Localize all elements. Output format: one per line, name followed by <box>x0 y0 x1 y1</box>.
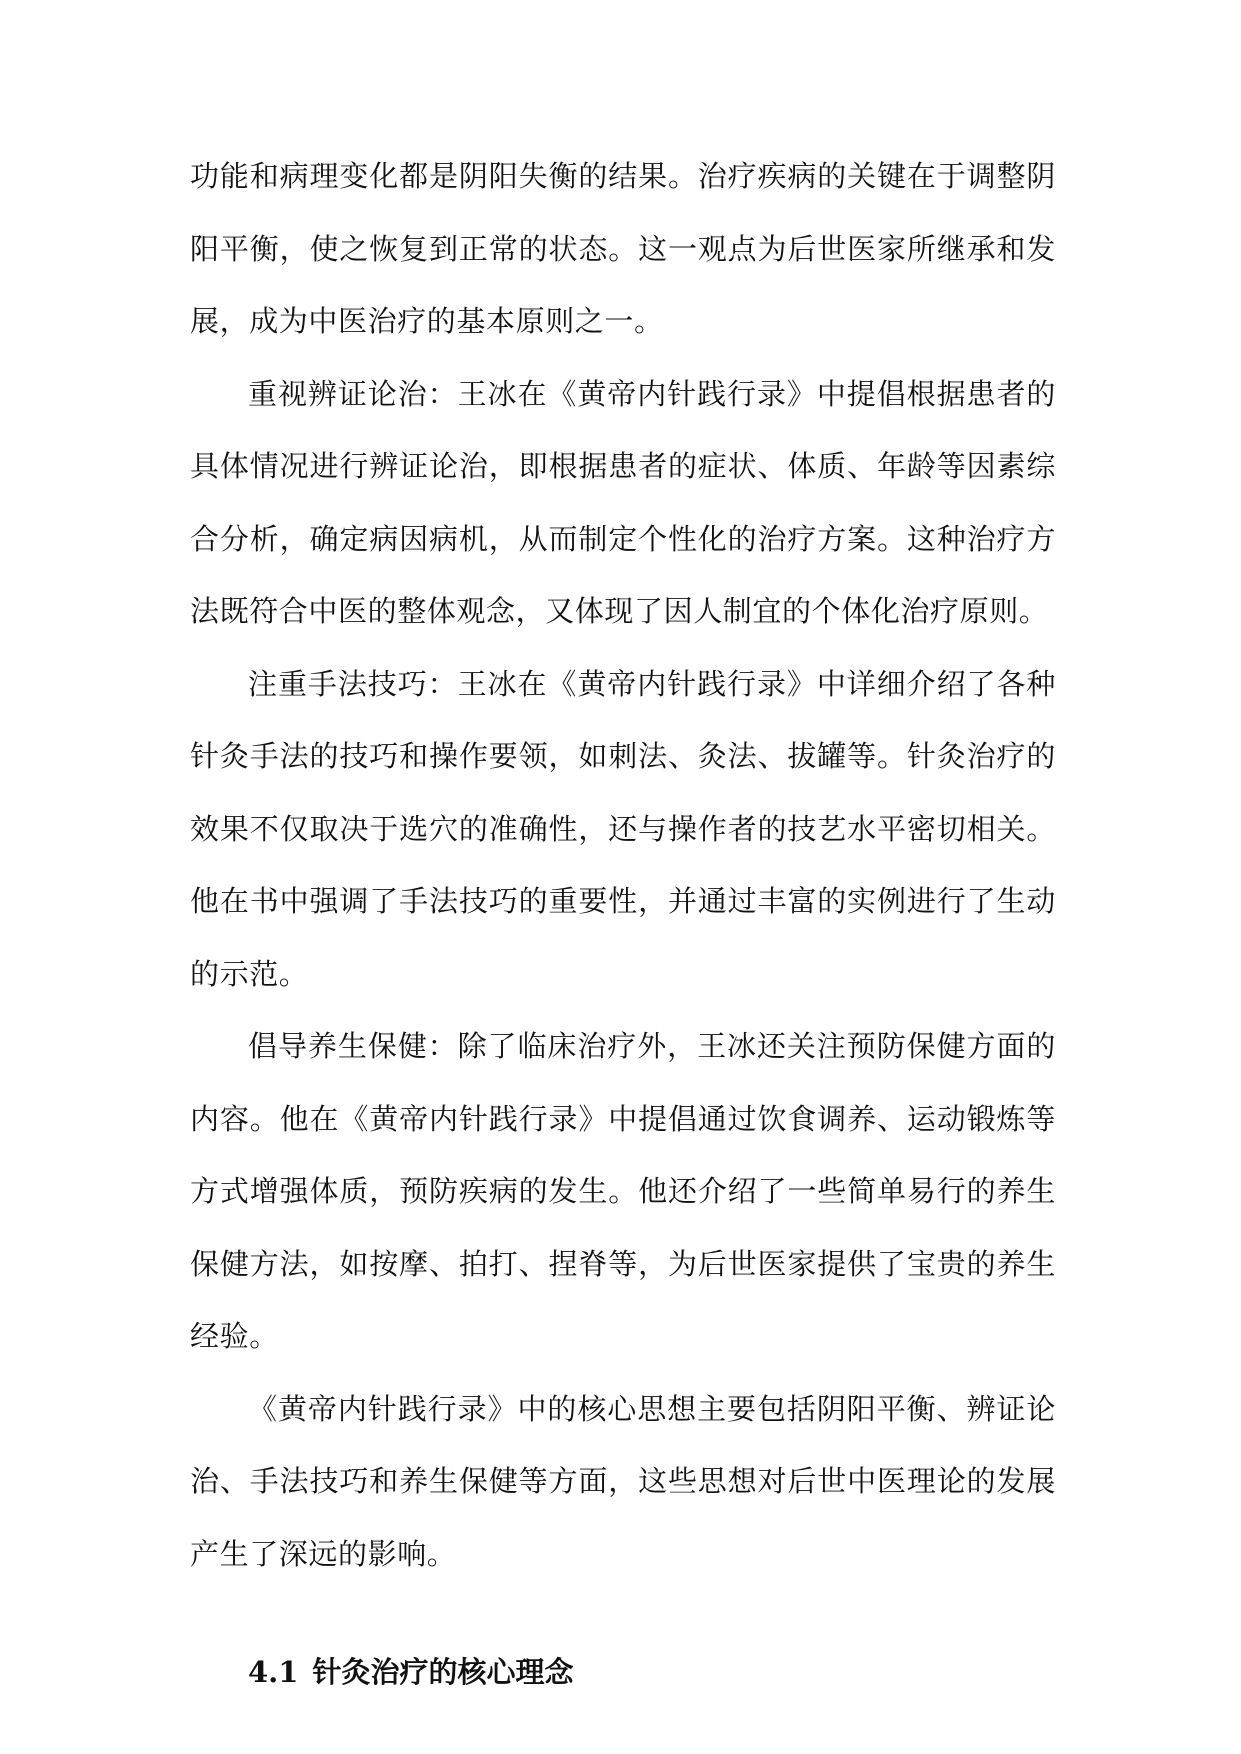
section-number: 4.1 <box>248 1655 299 1689</box>
paragraph-yinyang-continuation: 功能和病理变化都是阴阳失衡的结果。治疗疾病的关键在于调整阴阳平衡，使之恢复到正常的状态。这一观点为后世医家所继承和发展，成为中医治疗的基本原则之一。 <box>190 159 1056 338</box>
paragraph-summary: 《黄帝内针践行录》中的核心思想主要包括阴阳平衡、辨证论治、手法技巧和养生保健等方面，这些思想对后世中医理论的发展产生了深远的影响。 <box>190 1391 1056 1571</box>
paragraph-health-preservation: 倡导养生保健：除了临床治疗外，王冰还关注预防保健方面的内容。他在《黄帝内针践行录》中提倡通过饮食调养、运动锻炼等方式增强体质，预防疾病的发生。他还介绍了一些简单易行的养生保健方法，如按摩、拍打、捏脊等，为后世医家提供了宝贵的养生经验。 <box>190 1029 1056 1353</box>
paragraph-technique: 注重手法技巧：王冰在《黄帝内针践行录》中详细介绍了各种针灸手法的技巧和操作要领，如刺法、灸法、拔罐等。针灸治疗的效果不仅取决于选穴的准确性，还与操作者的技艺水平密切相关。他在书中强调了手法技巧的重要性，并通过丰富的实例进行了生动的示范。 <box>190 666 1056 991</box>
paragraph-syndrome-differentiation: 重视辨证论治：王冰在《黄帝内针践行录》中提倡根据患者的具体情况进行辨证论治，即根据患者的症状、体质、年龄等因素综合分析，确定病因病机，从而制定个性化的治疗方案。这种治疗方法既符合中医的整体观念，又体现了因人制宜的个体化治疗原则。 <box>190 376 1056 628</box>
section-title: 针灸治疗的核心理念 <box>312 1655 574 1689</box>
section-heading <box>190 1636 1056 1708</box>
document-page <box>190 140 1056 1708</box>
